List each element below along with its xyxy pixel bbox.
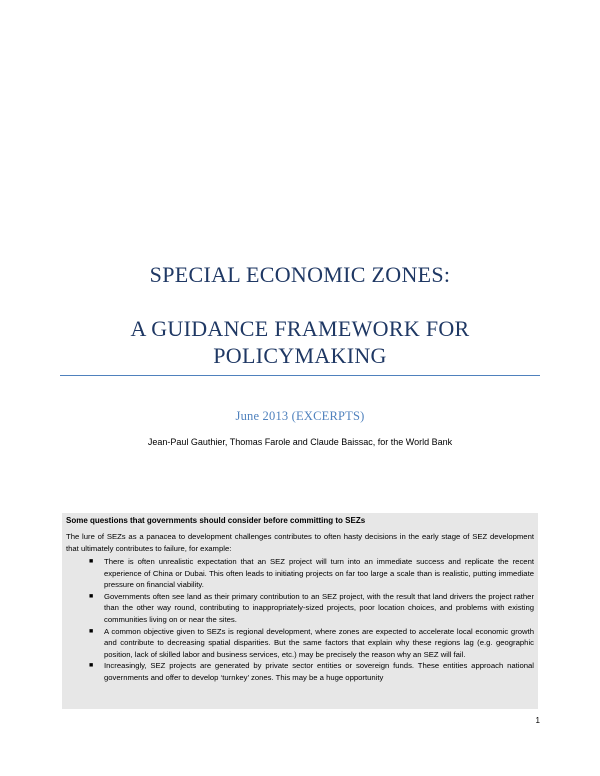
square-bullet-icon: ■ [89, 627, 94, 635]
bullet-text: Increasingly, SEZ projects are generated by private sector entities or sovereign funds. These entities approach national governments and offer to develop ‘turnkey’ zones. This may be a huge opportunity [104, 661, 534, 682]
square-bullet-icon: ■ [89, 558, 94, 565]
bullet-list [62, 556, 538, 684]
title-line-3: POLICYMAKING [213, 343, 387, 368]
square-bullet-icon: ■ [89, 662, 94, 670]
title-line-2: A GUIDANCE FRAMEWORK FOR [130, 316, 470, 341]
list-item [62, 556, 538, 591]
publication-date: June 2013 (EXCERPTS) [235, 409, 365, 423]
questions-box [62, 513, 538, 709]
square-bullet-icon: ■ [89, 592, 94, 600]
title-line-1: SPECIAL ECONOMIC ZONES: [149, 262, 451, 287]
list-item [62, 626, 538, 661]
box-heading: Some questions that governments should consider before committing to SEZs [66, 516, 366, 525]
bullet-text: A common objective given to SEZs is regional development, where zones are expected to accelerate local economic growth and contribute to decreasing spatial disparities. But the same factors that explain why these regions lag (e.g. geographic position, lack of skilled labor and business services, etc.) may be precisely the reason why an SEZ will fail. [104, 626, 534, 659]
box-intro: The lure of SEZs as a panacea to development challenges contributes to often hasty decisions in the early stage of SEZ development that ultimately contributes to failure, for example: [66, 532, 534, 553]
page-number: 1 [535, 716, 540, 725]
bullet-text: There is often unrealistic expectation that an SEZ project will turn into an immediate success and replicate the recent experience of China or Dubai. This often leads to initiating projects on far too large a scale than is realistic, putting immediate pressure on financial viability. [104, 557, 534, 590]
list-item [62, 591, 538, 626]
title-divider [60, 375, 540, 376]
authors-line: Jean-Paul Gauthier, Thomas Farole and Claude Baissac, for the World Bank [147, 437, 453, 447]
list-item [62, 660, 538, 683]
bullet-text: Governments often see land as their primary contribution to an SEZ project, with the result that land drivers the project rather than the other way round, contributing to inappropriately-sized projects, poor location choices, and problems with existing communities living on or near the sites. [104, 591, 534, 624]
